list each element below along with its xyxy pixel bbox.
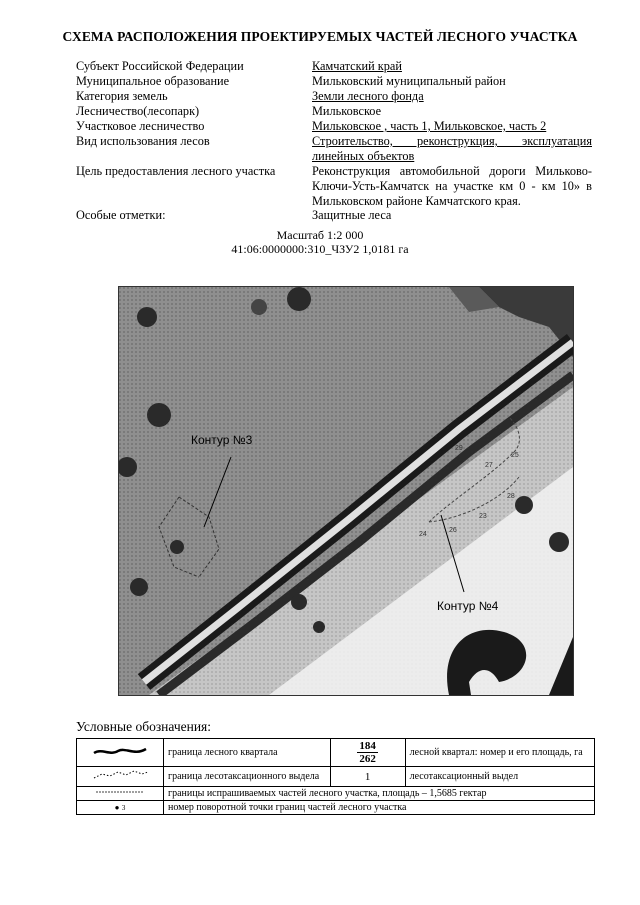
ring-number: 25 [511, 452, 519, 459]
turning-point-desc: номер поворотной точки границ частей лесного участка [164, 801, 595, 815]
legend-row [77, 801, 595, 815]
district-label: Участковое лесничество [76, 119, 205, 133]
municipal-label: Муниципальное образование [76, 74, 230, 88]
ring-number: 28 [507, 493, 515, 500]
legend-heading: Условные обозначения: [76, 719, 212, 734]
parcel-boundary-desc: границы испрашиваемых частей лесного участка, площадь – 1,5685 гектар [164, 787, 595, 801]
quarter-desc-right: лесной квартал: номер и его площадь, га [405, 739, 594, 767]
legend-table [76, 738, 595, 815]
subject-label: Субъект Российской Федерации [76, 59, 244, 73]
scale-line: Масштаб 1:2 000 [276, 228, 364, 242]
quarter-boundary-symbol [77, 739, 164, 767]
forestry-value: Мильковское [312, 104, 382, 118]
stand-boundary-symbol [77, 767, 164, 787]
land-category-value: Земли лесного фонда [312, 89, 424, 103]
municipal-value: Мильковский муниципальный район [312, 74, 506, 88]
quarter-number-bottom: 262 [359, 753, 376, 765]
quarter-number-top: 184 [359, 740, 376, 752]
site-map [118, 286, 574, 696]
legend-row [77, 739, 595, 767]
legend-row [77, 767, 595, 787]
document-title: СХЕМА РАСПОЛОЖЕНИЯ ПРОЕКТИРУЕМЫХ ЧАСТЕЙ ЛЕСНОГО УЧАСТКА [62, 29, 578, 44]
contour4-label: Контур №4 [437, 599, 499, 613]
land-category-label: Категория земель [76, 89, 168, 103]
contour3-label: Контур №3 [191, 433, 253, 447]
quarter-boundary-desc: граница лесного квартала [164, 739, 331, 767]
ring-number: 23 [479, 513, 487, 520]
stand-number: 1 [330, 767, 405, 787]
usage-value: Строительство, реконструкция, эксплуатация линейных объектов [312, 134, 592, 163]
subject-value: Камчатский край [312, 59, 402, 73]
parcel-line: 41:06:0000000:310_ЧЗУ2 1,0181 га [231, 242, 409, 256]
ring-number: 27 [485, 462, 493, 469]
purpose-value: Реконструкция автомобильной дороги Мильково-Ключи-Усть-Камчатск на участке км 0 - км 10» в Мильковском районе Камчатского края. [312, 164, 592, 208]
turning-point-symbol-number: 3 [121, 804, 126, 812]
map-image [119, 287, 573, 695]
ring-number: 29 [455, 445, 463, 452]
quarter-number [330, 739, 405, 767]
stand-boundary-desc: граница лесотаксационного выдела [164, 767, 331, 787]
ring-number: 24 [419, 531, 427, 538]
usage-label: Вид использования лесов [76, 134, 210, 148]
legend-row [77, 787, 595, 801]
turning-point-symbol: ● 3 [77, 801, 164, 815]
purpose-label: Цель предоставления лесного участка [76, 164, 276, 178]
district-value: Мильковское , часть 1, Мильковское, часть 2 [312, 119, 547, 133]
ring-number: 26 [449, 527, 457, 534]
notes-label: Особые отметки: [76, 208, 166, 222]
stand-desc-right: лесотаксационный выдел [405, 767, 594, 787]
notes-value: Защитные леса [312, 208, 392, 222]
parcel-boundary-symbol [77, 787, 164, 801]
forestry-label: Лесничество(лесопарк) [76, 104, 200, 118]
